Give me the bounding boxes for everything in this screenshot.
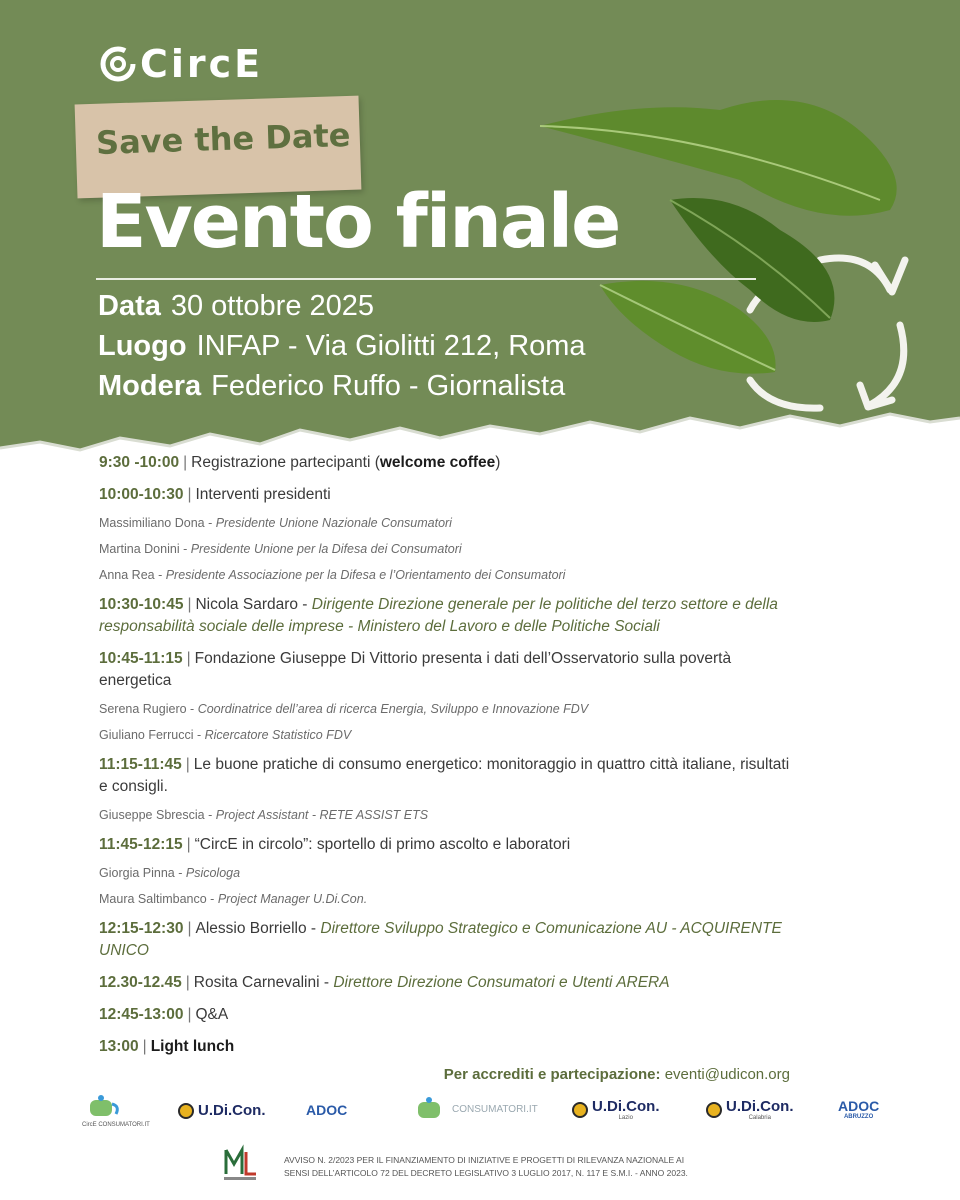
agenda-slot: 9:30 -10:00 | Registrazione partecipanti (welcome coffee) — [99, 454, 501, 471]
udicon-calabria-logo: U.Di.Con. Calabria — [706, 1098, 794, 1121]
contact-email[interactable]: eventi@udicon.org — [664, 1066, 790, 1083]
udicon-icon — [178, 1103, 194, 1119]
agenda-slot: 11:45-12:15 | “CircE in circolo”: sportello di primo ascolto e laboratori — [99, 836, 571, 853]
speaker: Giuseppe Sbrescia - Project Assistant - RETE ASSIST ETS — [99, 808, 429, 822]
recycle-arrow-bottom — [750, 380, 820, 408]
speaker: Giorgia Pinna - Psicologa — [99, 866, 241, 880]
adoc-abruzzo-logo: ADOC ABRUZZO — [838, 1098, 880, 1120]
title-divider — [96, 278, 756, 280]
agenda — [99, 452, 799, 1058]
info-location: Luogo INFAP - Via Giolitti 212, Roma — [98, 330, 586, 362]
udicon-logo: U.Di.Con. — [178, 1102, 266, 1119]
agenda-slot: 10:30-10:45 | Nicola Sardaro - Dirigente Direzione generale per le politiche del terzo settore e della responsabilità sociale delle imprese - Ministero del Lavoro e delle Politiche Sociali — [99, 596, 778, 635]
adoc-logo: ADOC — [306, 1102, 348, 1118]
speaker: Maura Saltimbanco - Project Manager U.Di.Con. — [99, 892, 368, 906]
contact-line: Per accrediti e partecipazione: eventi@udicon.org — [443, 1066, 790, 1083]
circe-logo — [100, 44, 263, 84]
agenda-slot: 12:45-13:00 | Q&A — [99, 1006, 229, 1023]
agenda-slot: 10:00-10:30 | Interventi presidenti — [99, 486, 331, 503]
consumatori-teapot-icon — [414, 1096, 448, 1122]
agenda-slot: 10:45-11:15 | Fondazione Giuseppe Di Vittorio presenta i dati dell’Osservatorio sulla povertà energetica — [99, 650, 732, 689]
save-the-date-label: Save the Date — [95, 116, 351, 162]
ministry-emblem-icon — [220, 1144, 260, 1184]
logo-text: CircE — [140, 42, 264, 86]
agenda-slot: 12:15-12:30 | Alessio Borriello - Direttore Sviluppo Strategico e Comunicazione AU - ACQUIRENTE UNICO — [99, 920, 782, 959]
speaker: Massimiliano Dona - Presidente Unione Nazionale Consumatori — [99, 516, 452, 530]
info-date: Data 30 ottobre 2025 — [98, 290, 375, 322]
consumatori-logo: CONSUMATORI.IT — [414, 1096, 538, 1122]
udicon-lazio-logo: U.Di.Con. Lazio — [572, 1098, 660, 1121]
teapot-icon — [82, 1092, 122, 1122]
speaker: Giuliano Ferrucci - Ricercatore Statistico FDV — [99, 728, 352, 742]
recycle-arrow-top-head — [875, 260, 905, 292]
agenda-slot: 13:00 | Light lunch — [99, 1038, 235, 1055]
info-moderator: Modera Federico Ruffo - Giornalista — [98, 370, 566, 402]
event-title: Evento finale — [96, 179, 620, 265]
partner-logos — [76, 1090, 896, 1134]
speaker: Martina Donini - Presidente Unione per la Difesa dei Consumatori — [99, 542, 462, 556]
circe-partner-logo: CircE CONSUMATORI.IT — [82, 1092, 122, 1122]
udicon-lazio-icon — [572, 1102, 588, 1118]
udicon-calabria-icon — [706, 1102, 722, 1118]
agenda-slot: 11:15-11:45 | Le buone pratiche di consumo energetico: monitoraggio in quattro città italiane, risultati e consigli. — [99, 756, 790, 795]
circe-logo-icon — [100, 46, 136, 82]
recycle-arrow-right — [870, 325, 904, 405]
speaker: Anna Rea - Presidente Associazione per la Difesa e l’Orientamento dei Consumatori — [99, 568, 566, 582]
funding-notice: AVVISO N. 2/2023 PER IL FINANZIAMENTO DI INIZIATIVE E PROGETTI DI RILEVANZA NAZIONALE AI SENSI DELL’ARTICOLO 72 DEL DECRETO LEGISLATIVO 3 LUGLIO 2017, N. 117 E S.M.I. - ANNO 2023. — [284, 1155, 688, 1178]
speaker: Serena Rugiero - Coordinatrice dell’area di ricerca Energia, Sviluppo e Innovazione FDV — [99, 702, 589, 716]
agenda-slot: 12.30-12.45 | Rosita Carnevalini - Direttore Direzione Consumatori e Utenti ARERA — [99, 974, 670, 991]
